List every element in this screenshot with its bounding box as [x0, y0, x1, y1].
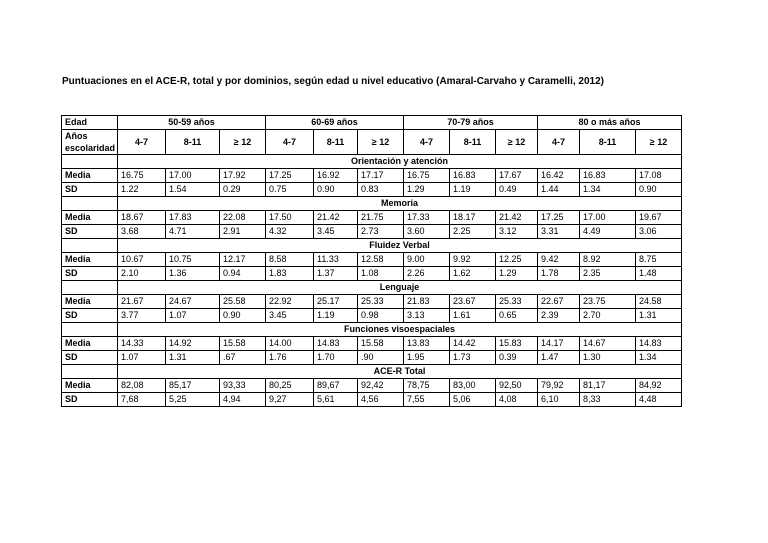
schooling-subheader: 4-7: [404, 130, 450, 155]
value-cell: 2.91: [220, 225, 266, 239]
value-cell: 0.65: [496, 309, 538, 323]
value-cell: 10.67: [118, 253, 166, 267]
table-row: [62, 393, 682, 407]
value-cell: 3.77: [118, 309, 166, 323]
value-cell: 14.67: [580, 337, 636, 351]
value-cell: 1.31: [166, 351, 220, 365]
value-cell: 21.67: [118, 295, 166, 309]
value-cell: 7,55: [404, 393, 450, 407]
schooling-subheader: 8-11: [580, 130, 636, 155]
value-cell: 84,92: [636, 379, 682, 393]
value-cell: 22.67: [538, 295, 580, 309]
value-cell: 1.70: [314, 351, 358, 365]
value-cell: 2.39: [538, 309, 580, 323]
value-cell: 14.00: [266, 337, 314, 351]
value-cell: 2.10: [118, 267, 166, 281]
row-label: SD: [62, 309, 118, 323]
value-cell: 4.71: [166, 225, 220, 239]
value-cell: 25.33: [496, 295, 538, 309]
schooling-subheader: ≥ 12: [496, 130, 538, 155]
value-cell: 0.39: [496, 351, 538, 365]
schooling-subheader: 4-7: [118, 130, 166, 155]
section-header-row: [62, 197, 682, 211]
value-cell: 17.33: [404, 211, 450, 225]
value-cell: 22.08: [220, 211, 266, 225]
table-row: [62, 183, 682, 197]
section-title: Funciones visoespaciales: [118, 323, 682, 337]
schooling-subheader: 8-11: [166, 130, 220, 155]
section-title: Fluidez Verbal: [118, 239, 682, 253]
row-label: SD: [62, 351, 118, 365]
value-cell: 2.35: [580, 267, 636, 281]
value-cell: 81,17: [580, 379, 636, 393]
value-cell: 14.83: [636, 337, 682, 351]
value-cell: 3.06: [636, 225, 682, 239]
value-cell: 92,50: [496, 379, 538, 393]
value-cell: 5,25: [166, 393, 220, 407]
value-cell: 14.92: [166, 337, 220, 351]
schooling-subheader: 8-11: [314, 130, 358, 155]
schooling-header-row: [62, 130, 682, 155]
value-cell: 3.31: [538, 225, 580, 239]
value-cell: 1.73: [450, 351, 496, 365]
value-cell: 3.12: [496, 225, 538, 239]
table-row: [62, 169, 682, 183]
section-spacer-cell: [62, 239, 118, 253]
row-label: SD: [62, 267, 118, 281]
row-label: SD: [62, 393, 118, 407]
value-cell: 0.29: [220, 183, 266, 197]
value-cell: 25.17: [314, 295, 358, 309]
schooling-subheader: 4-7: [266, 130, 314, 155]
value-cell: 24.58: [636, 295, 682, 309]
table-row: [62, 225, 682, 239]
value-cell: 15.83: [496, 337, 538, 351]
row-label: Media: [62, 295, 118, 309]
row-label: Media: [62, 337, 118, 351]
value-cell: 79,92: [538, 379, 580, 393]
value-cell: 1.78: [538, 267, 580, 281]
value-cell: 1.07: [118, 351, 166, 365]
value-cell: 1.62: [450, 267, 496, 281]
value-cell: 21.42: [496, 211, 538, 225]
section-header-row: [62, 239, 682, 253]
value-cell: 7,68: [118, 393, 166, 407]
section-spacer-cell: [62, 197, 118, 211]
section-spacer-cell: [62, 155, 118, 169]
value-cell: 1.34: [580, 183, 636, 197]
schooling-subheader: 4-7: [538, 130, 580, 155]
value-cell: 0.75: [266, 183, 314, 197]
value-cell: 1.30: [580, 351, 636, 365]
value-cell: 1.36: [166, 267, 220, 281]
table-row: [62, 267, 682, 281]
section-spacer-cell: [62, 323, 118, 337]
value-cell: 17.17: [358, 169, 404, 183]
value-cell: 1.48: [636, 267, 682, 281]
value-cell: 1.08: [358, 267, 404, 281]
value-cell: 2.26: [404, 267, 450, 281]
value-cell: 18.17: [450, 211, 496, 225]
row-label: Media: [62, 169, 118, 183]
section-header-row: [62, 323, 682, 337]
value-cell: 4,08: [496, 393, 538, 407]
value-cell: 25.58: [220, 295, 266, 309]
table-row: [62, 253, 682, 267]
section-title: ACE-R Total: [118, 365, 682, 379]
value-cell: 8,33: [580, 393, 636, 407]
value-cell: 1.34: [636, 351, 682, 365]
schooling-subheader: ≥ 12: [220, 130, 266, 155]
section-spacer-cell: [62, 281, 118, 295]
row-label: SD: [62, 225, 118, 239]
value-cell: 92,42: [358, 379, 404, 393]
value-cell: 14.17: [538, 337, 580, 351]
value-cell: 17.83: [166, 211, 220, 225]
schooling-subheader: ≥ 12: [358, 130, 404, 155]
value-cell: 89,67: [314, 379, 358, 393]
value-cell: 16.75: [118, 169, 166, 183]
value-cell: 14.33: [118, 337, 166, 351]
escolaridad-label: Años escolaridad: [62, 130, 118, 155]
row-label: Media: [62, 211, 118, 225]
value-cell: 14.42: [450, 337, 496, 351]
value-cell: 1.19: [450, 183, 496, 197]
value-cell: 1.61: [450, 309, 496, 323]
value-cell: 1.29: [404, 183, 450, 197]
value-cell: 11.33: [314, 253, 358, 267]
table-row: [62, 337, 682, 351]
table-row: [62, 351, 682, 365]
value-cell: 9,27: [266, 393, 314, 407]
row-label: Media: [62, 379, 118, 393]
value-cell: 25.33: [358, 295, 404, 309]
schooling-subheader: 8-11: [450, 130, 496, 155]
value-cell: 13.83: [404, 337, 450, 351]
value-cell: 16.75: [404, 169, 450, 183]
value-cell: 4.32: [266, 225, 314, 239]
table-row: [62, 211, 682, 225]
value-cell: 93,33: [220, 379, 266, 393]
value-cell: 12.58: [358, 253, 404, 267]
age-group-50-59: 50-59 años: [118, 116, 266, 130]
value-cell: 1.37: [314, 267, 358, 281]
schooling-subheader: ≥ 12: [636, 130, 682, 155]
value-cell: 17.50: [266, 211, 314, 225]
value-cell: 0.98: [358, 309, 404, 323]
value-cell: 0.90: [220, 309, 266, 323]
value-cell: 17.25: [266, 169, 314, 183]
value-cell: 23.75: [580, 295, 636, 309]
value-cell: 17.00: [580, 211, 636, 225]
value-cell: 3.13: [404, 309, 450, 323]
value-cell: 22.92: [266, 295, 314, 309]
value-cell: 17.92: [220, 169, 266, 183]
value-cell: 8.92: [580, 253, 636, 267]
section-title: Memoria: [118, 197, 682, 211]
value-cell: 1.44: [538, 183, 580, 197]
value-cell: 3.68: [118, 225, 166, 239]
value-cell: 0.90: [314, 183, 358, 197]
value-cell: 80,25: [266, 379, 314, 393]
value-cell: 23.67: [450, 295, 496, 309]
value-cell: 16.42: [538, 169, 580, 183]
section-spacer-cell: [62, 365, 118, 379]
value-cell: 0.83: [358, 183, 404, 197]
age-header-row: [62, 116, 682, 130]
section-header-row: [62, 281, 682, 295]
value-cell: 4,94: [220, 393, 266, 407]
table-row: [62, 379, 682, 393]
value-cell: 10.75: [166, 253, 220, 267]
value-cell: 1.47: [538, 351, 580, 365]
value-cell: 18.67: [118, 211, 166, 225]
value-cell: 5,61: [314, 393, 358, 407]
value-cell: 1.29: [496, 267, 538, 281]
value-cell: 2.70: [580, 309, 636, 323]
value-cell: .67: [220, 351, 266, 365]
value-cell: 5,06: [450, 393, 496, 407]
value-cell: 21.75: [358, 211, 404, 225]
value-cell: 3.45: [266, 309, 314, 323]
value-cell: 15.58: [358, 337, 404, 351]
value-cell: 2.73: [358, 225, 404, 239]
table-row: [62, 309, 682, 323]
value-cell: 8.58: [266, 253, 314, 267]
value-cell: 0.49: [496, 183, 538, 197]
value-cell: 85,17: [166, 379, 220, 393]
row-label: Media: [62, 253, 118, 267]
value-cell: 2.25: [450, 225, 496, 239]
section-title: Orientación y atención: [118, 155, 682, 169]
value-cell: 16.83: [580, 169, 636, 183]
value-cell: 21.42: [314, 211, 358, 225]
value-cell: 3.60: [404, 225, 450, 239]
age-group-80-plus: 80 o más años: [538, 116, 682, 130]
value-cell: 82,08: [118, 379, 166, 393]
value-cell: 9.92: [450, 253, 496, 267]
ace-r-scores-table: [61, 115, 682, 407]
value-cell: 1.22: [118, 183, 166, 197]
value-cell: 9.42: [538, 253, 580, 267]
value-cell: 0.90: [636, 183, 682, 197]
age-group-60-69: 60-69 años: [266, 116, 404, 130]
value-cell: 17.67: [496, 169, 538, 183]
value-cell: 19.67: [636, 211, 682, 225]
value-cell: 24.67: [166, 295, 220, 309]
value-cell: 83,00: [450, 379, 496, 393]
value-cell: 1.07: [166, 309, 220, 323]
value-cell: 4.49: [580, 225, 636, 239]
table-body: [62, 155, 682, 407]
value-cell: 1.95: [404, 351, 450, 365]
section-header-row: [62, 155, 682, 169]
value-cell: 16.92: [314, 169, 358, 183]
section-title: Lenguaje: [118, 281, 682, 295]
age-group-70-79: 70-79 años: [404, 116, 538, 130]
table-row: [62, 295, 682, 309]
value-cell: 6,10: [538, 393, 580, 407]
value-cell: 1.54: [166, 183, 220, 197]
value-cell: 78,75: [404, 379, 450, 393]
value-cell: 1.19: [314, 309, 358, 323]
value-cell: 12.25: [496, 253, 538, 267]
value-cell: 15.58: [220, 337, 266, 351]
value-cell: 12.17: [220, 253, 266, 267]
value-cell: 8.75: [636, 253, 682, 267]
value-cell: 1.76: [266, 351, 314, 365]
value-cell: 17.00: [166, 169, 220, 183]
value-cell: 3.45: [314, 225, 358, 239]
value-cell: 4,48: [636, 393, 682, 407]
value-cell: 17.08: [636, 169, 682, 183]
value-cell: 9.00: [404, 253, 450, 267]
value-cell: .90: [358, 351, 404, 365]
value-cell: 17.25: [538, 211, 580, 225]
value-cell: 21.83: [404, 295, 450, 309]
value-cell: 1.31: [636, 309, 682, 323]
value-cell: 4,56: [358, 393, 404, 407]
value-cell: 1.83: [266, 267, 314, 281]
edad-label: Edad: [62, 116, 118, 130]
value-cell: 14.83: [314, 337, 358, 351]
section-header-row: [62, 365, 682, 379]
value-cell: 16.83: [450, 169, 496, 183]
row-label: SD: [62, 183, 118, 197]
table-title: Puntuaciones en el ACE-R, total y por dominios, según edad u nivel educativo (Amaral-Carvaho y Caramelli, 2012): [62, 76, 604, 87]
value-cell: 0.94: [220, 267, 266, 281]
